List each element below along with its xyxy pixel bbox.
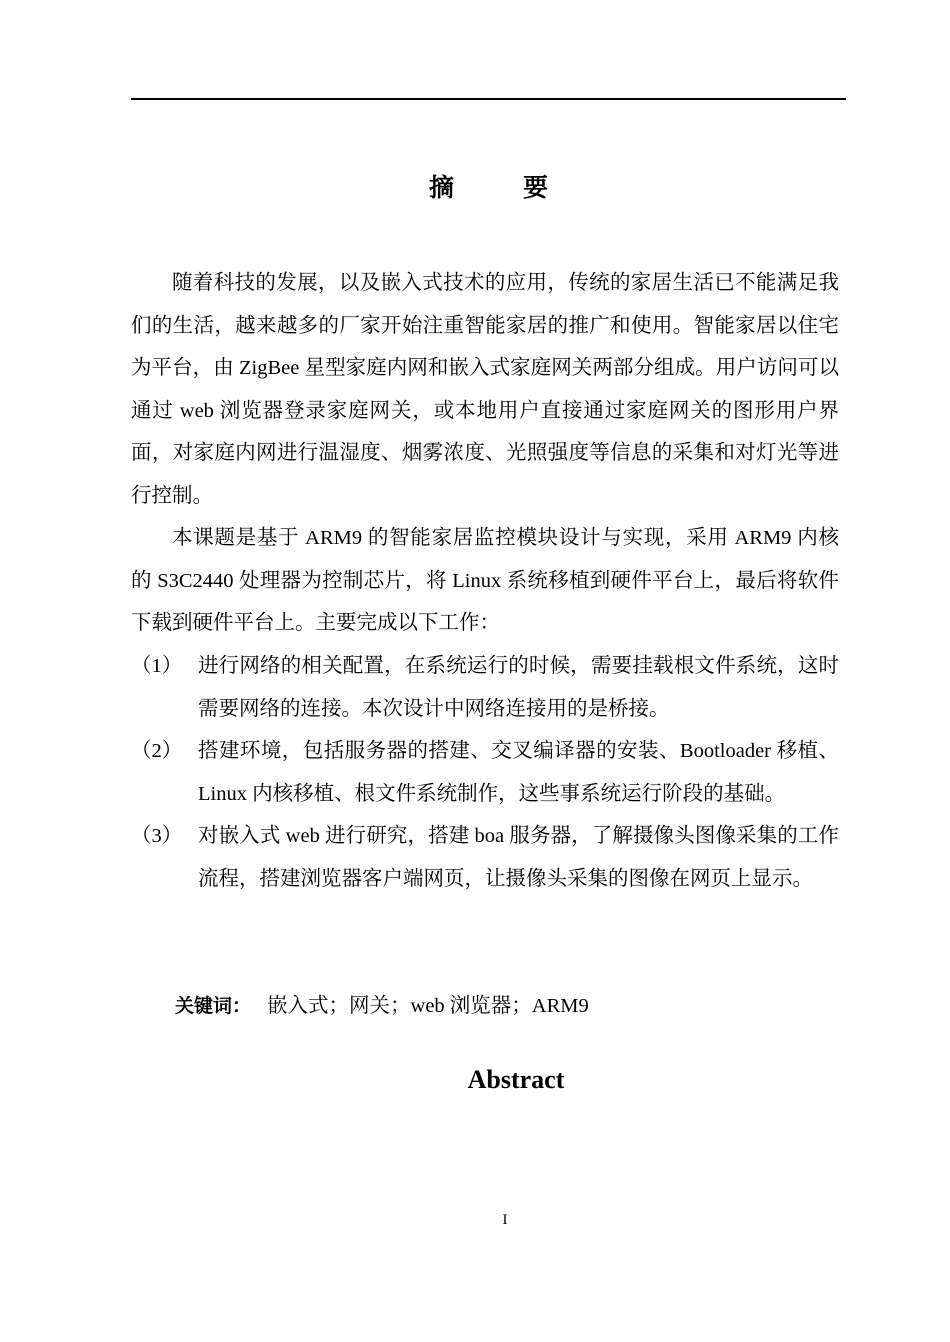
keywords-label: 关键词： [175,995,252,1017]
task-list [131,645,839,900]
list-marker: （1） [131,655,183,677]
list-marker: （2） [131,740,183,762]
keywords-value: 嵌入式；网关；web 浏览器；ARM9 [267,995,589,1017]
list-item [131,730,839,815]
list-marker: （3） [131,825,183,847]
abstract-paragraph-1 [131,262,839,517]
list-item-text: 进行网络的相关配置，在系统运行的时候，需要挂载根文件系统，这时需要网络的连接。本次设计中网络连接用的是桥接。 [198,655,839,720]
page-number: I [502,1212,508,1228]
paragraph-text: 随着科技的发展，以及嵌入式技术的应用，传统的家居生活已不能满足我们的生活，越来越多的厂家开始注重智能家居的推广和使用。智能家居以住宅为平台，由 ZigBee 星型家庭内网和嵌入式家庭网关两部分组成。用户访问可以通过 web 浏览器登录家庭网关，或本地用户直接通过家庭网关的图形用户界面，对家庭内网进行温湿度、烟雾浓度、光照强度等信息的采集和对灯光等进行控制。 [131,272,839,507]
list-item-text: 对嵌入式 web 进行研究，搭建 boa 服务器，了解摄像头图像采集的工作流程，搭建浏览器客户端网页，让摄像头采集的图像在网页上显示。 [198,825,839,890]
header-rule [131,98,846,100]
abstract-heading: Abstract [467,1065,565,1094]
list-item [131,815,839,900]
list-item-text: 搭建环境，包括服务器的搭建、交叉编译器的安装、Bootloader 移植、Linux 内核移植、根文件系统制作，这些事系统运行阶段的基础。 [198,740,839,805]
paragraph-text: 本课题是基于 ARM9 的智能家居监控模块设计与实现，采用 ARM9 内核的 S3C2440 处理器为控制芯片，将 Linux 系统移植到硬件平台上，最后将软件下载到硬件平台上。主要完成以下工作： [131,527,839,634]
keywords-line [175,985,589,1028]
page-title: 摘 要 [428,173,570,202]
list-item [131,645,839,730]
abstract-paragraph-2 [131,517,839,645]
